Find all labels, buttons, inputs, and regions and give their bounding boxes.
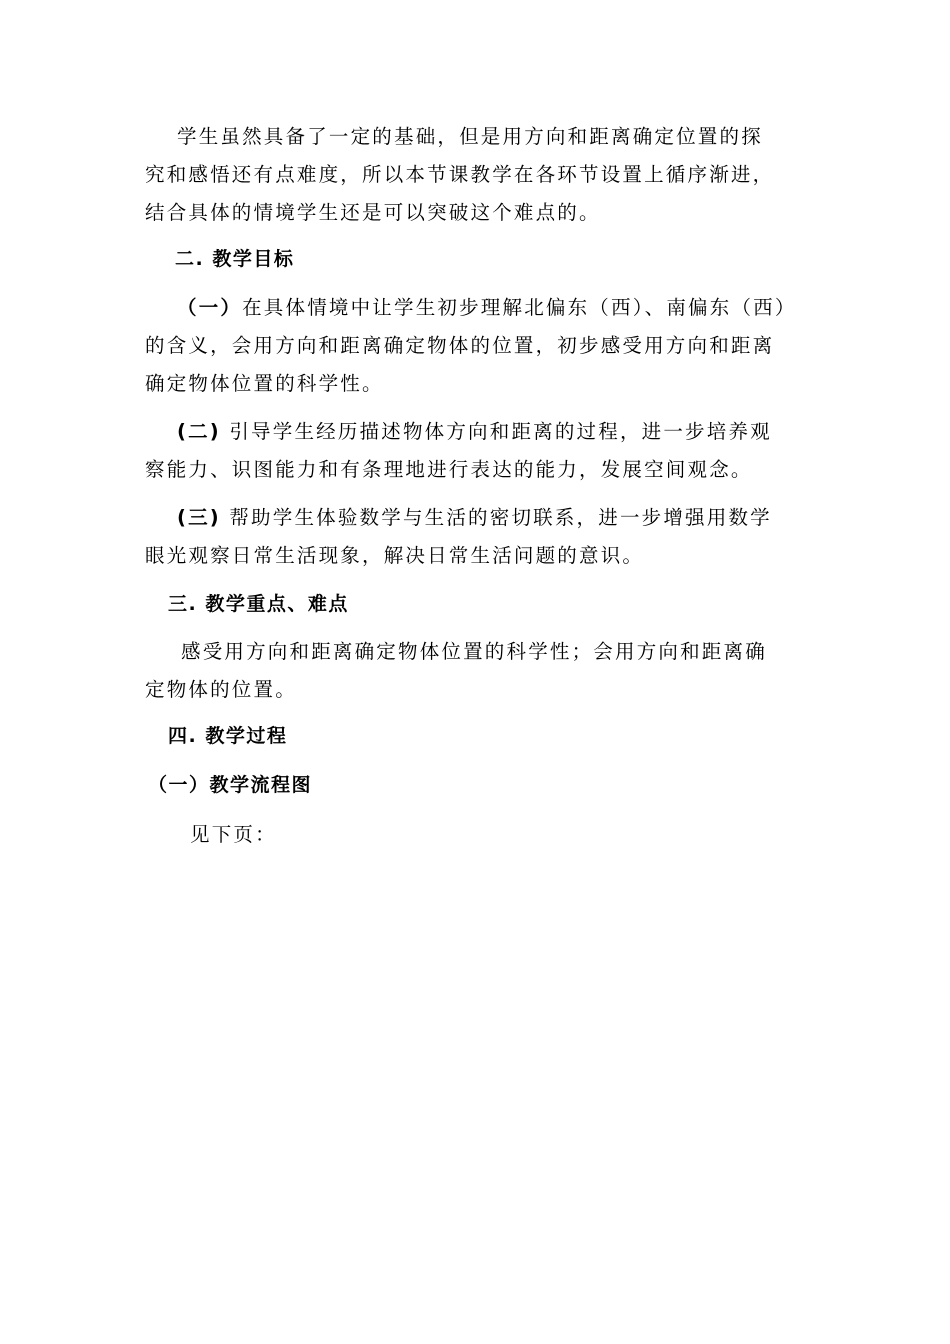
- goal-3-prefix: (三): [177, 506, 221, 529]
- goal-1-prefix: （一）: [177, 296, 243, 319]
- goal-2-prefix: (二): [177, 420, 221, 443]
- goal-2-line-1: [145, 413, 810, 451]
- see-next-page-note: 见下页：: [190, 823, 277, 846]
- goal-3-text-1: 帮助学生体验数学与生活的密切联系，进一步增强用数学: [229, 506, 772, 529]
- goal-3-line-2: 眼光观察日常生活现象，解决日常生活问题的意识。: [145, 544, 645, 567]
- intro-paragraph: [145, 118, 810, 232]
- key-points-paragraph: [145, 633, 810, 709]
- goal-3-line-1: [145, 499, 810, 537]
- section-heading-key-points: 三. 教学重点、难点: [168, 593, 349, 615]
- goal-2-text-1: 引导学生经历描述物体方向和距离的过程，进一步培养观: [229, 420, 772, 443]
- section-heading-teaching-process: 四. 教学过程: [168, 725, 288, 747]
- intro-line-1: 学生虽然具备了一定的基础，但是用方向和距离确定位置的探: [177, 125, 763, 148]
- goal-3-paragraph: [145, 499, 810, 575]
- goal-2-paragraph: [145, 413, 810, 489]
- goal-1-line-3: 确定物体位置的科学性。: [145, 372, 384, 395]
- key-points-line-2: 定物体的位置。: [145, 678, 297, 701]
- goal-1-line-2: 的含义，会用方向和距离确定物体的位置，初步感受用方向和距离: [145, 334, 775, 357]
- intro-line-3: 结合具体的情境学生还是可以突破这个难点的。: [145, 201, 601, 224]
- goal-1-line-1: [145, 289, 810, 327]
- key-points-line-1: 感受用方向和距离确定物体位置的科学性；会用方向和距离确: [181, 640, 767, 663]
- sub-heading-flowchart: （一）教学流程图: [148, 774, 313, 796]
- goal-2-line-2: 察能力、识图能力和有条理地进行表达的能力，发展空间观念。: [145, 458, 753, 481]
- goal-1-paragraph: [145, 289, 810, 403]
- intro-line-2: 究和感悟还有点难度，所以本节课教学在各环节设置上循序渐进，: [145, 163, 775, 186]
- section-heading-teaching-goals: 二. 教学目标: [175, 248, 295, 270]
- goal-1-text-1: 在具体情境中让学生初步理解北偏东（西）、南偏东（西）: [242, 296, 797, 319]
